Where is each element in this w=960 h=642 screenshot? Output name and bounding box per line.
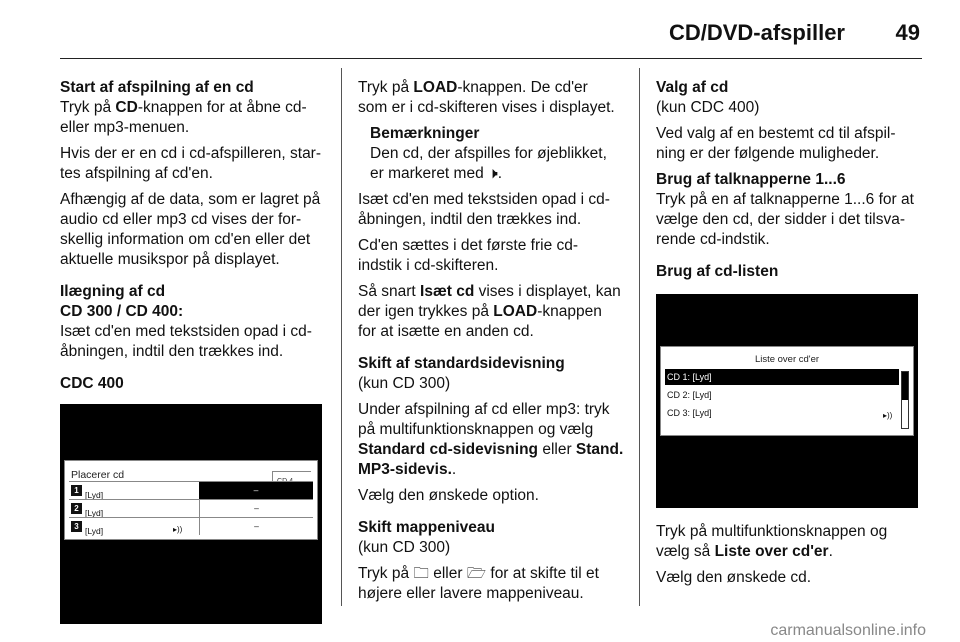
display-title: Liste over cd'er xyxy=(754,354,820,365)
paragraph: (kun CD 300) xyxy=(358,375,451,392)
note-text: Den cd, der afspilles for øjeblikket, er markeret med 🕨. xyxy=(370,145,607,182)
display-panel xyxy=(64,460,318,540)
paragraph: Tryk på LOAD-knappen. De cd'er som er i cd-skifteren vises i displayet. xyxy=(358,79,615,116)
speaker-icon: ▸)) xyxy=(173,525,183,534)
list-item: 1 [Lyd] – xyxy=(69,481,313,499)
paragraph: Tryk på en af talknapperne 1...6 for at vælge den cd, der sidder i det tilsva- rende cd-indstik. xyxy=(656,191,914,248)
column-divider xyxy=(639,68,640,606)
folder-up-icon: 🗀 xyxy=(413,565,429,582)
note-heading: Bemærkninger xyxy=(370,125,480,142)
watermark: carmanualsonline.info xyxy=(770,622,926,639)
heading: Brug af cd-listen xyxy=(656,263,779,280)
heading: Start af afspilning af en cd xyxy=(60,79,254,96)
heading: Ilægning af cd xyxy=(60,283,166,300)
paragraph: Tryk på multifunktionsknappen og vælg så Liste over cd'er. xyxy=(656,523,888,560)
paragraph: Vælg den ønskede option. xyxy=(358,487,539,504)
list-item: CD 1: [Lyd] xyxy=(665,369,899,385)
heading: Brug af talknapperne 1...6 xyxy=(656,171,846,188)
heading: Valg af cd xyxy=(656,79,729,96)
list-item: 3 [Lyd] ▸)) – xyxy=(69,517,313,535)
paragraph: (kun CD 300) xyxy=(358,539,451,556)
header-rule xyxy=(60,58,922,59)
paragraph: Cd'en sættes i det første frie cd- indstik i cd-skifteren. xyxy=(358,237,579,274)
column-1 xyxy=(60,78,330,624)
scrollbar xyxy=(901,371,909,429)
paragraph: Isæt cd'en med tekstsiden opad i cd- åbningen, indtil den trækkes ind. xyxy=(358,191,610,228)
display-screenshot-placerer-cd xyxy=(60,404,322,624)
paragraph: Ved valg af en bestemt cd til afspil- ning er der følgende muligheder. xyxy=(656,125,896,162)
note-box xyxy=(358,124,633,184)
paragraph: Tryk på CD-knappen for at åbne cd- eller mp3-menuen. xyxy=(60,99,307,136)
speaker-icon: 🕨 xyxy=(488,165,498,182)
list-item: 2 [Lyd] – xyxy=(69,499,313,517)
heading: Skift af standardsidevisning xyxy=(358,355,565,372)
column-3 xyxy=(656,78,926,594)
section-title: CD/DVD-afspiller xyxy=(668,20,845,45)
paragraph: Isæt cd'en med tekstsiden opad i cd- åbningen, indtil den trækkes ind. xyxy=(60,323,312,360)
subheading: CD 300 / CD 400: xyxy=(60,303,184,320)
list-item: CD 2: [Lyd] xyxy=(667,390,712,400)
column-2 xyxy=(358,78,633,610)
paragraph: (kun CDC 400) xyxy=(656,99,760,116)
paragraph: Hvis der er en cd i cd-afspilleren, star- tes afspilning af cd'en. xyxy=(60,145,322,182)
heading: CDC 400 xyxy=(60,375,124,392)
display-panel xyxy=(660,346,914,436)
paragraph: Afhængig af de data, som er lagret på audio cd eller mp3 cd vises der for- skellig information om cd'en eller det aktuelle musikspor på displayet. xyxy=(60,191,321,268)
column-divider xyxy=(341,68,342,606)
display-screenshot-liste-over-cder xyxy=(656,294,918,508)
display-title: Placerer cd xyxy=(71,469,125,481)
folder-down-icon: 🗁 xyxy=(466,565,487,582)
page-header xyxy=(0,0,960,60)
paragraph: Tryk på 🗀 eller 🗁 for at skifte til et højere eller lavere mappeniveau. xyxy=(358,565,599,602)
paragraph: Under afspilning af cd eller mp3: tryk på multifunktionsknappen og vælg Standard cd-sidevisning eller Stand. MP3-sidevis.. xyxy=(358,401,624,478)
page-number: 49 xyxy=(895,20,920,45)
paragraph: Så snart Isæt cd vises i displayet, kan der igen trykkes på LOAD-knappen for at isætte en anden cd. xyxy=(358,283,621,340)
list-item: CD 3: [Lyd] xyxy=(667,408,712,418)
heading: Skift mappeniveau xyxy=(358,519,495,536)
speaker-icon: ▸)) xyxy=(883,411,893,420)
paragraph: Vælg den ønskede cd. xyxy=(656,569,812,586)
